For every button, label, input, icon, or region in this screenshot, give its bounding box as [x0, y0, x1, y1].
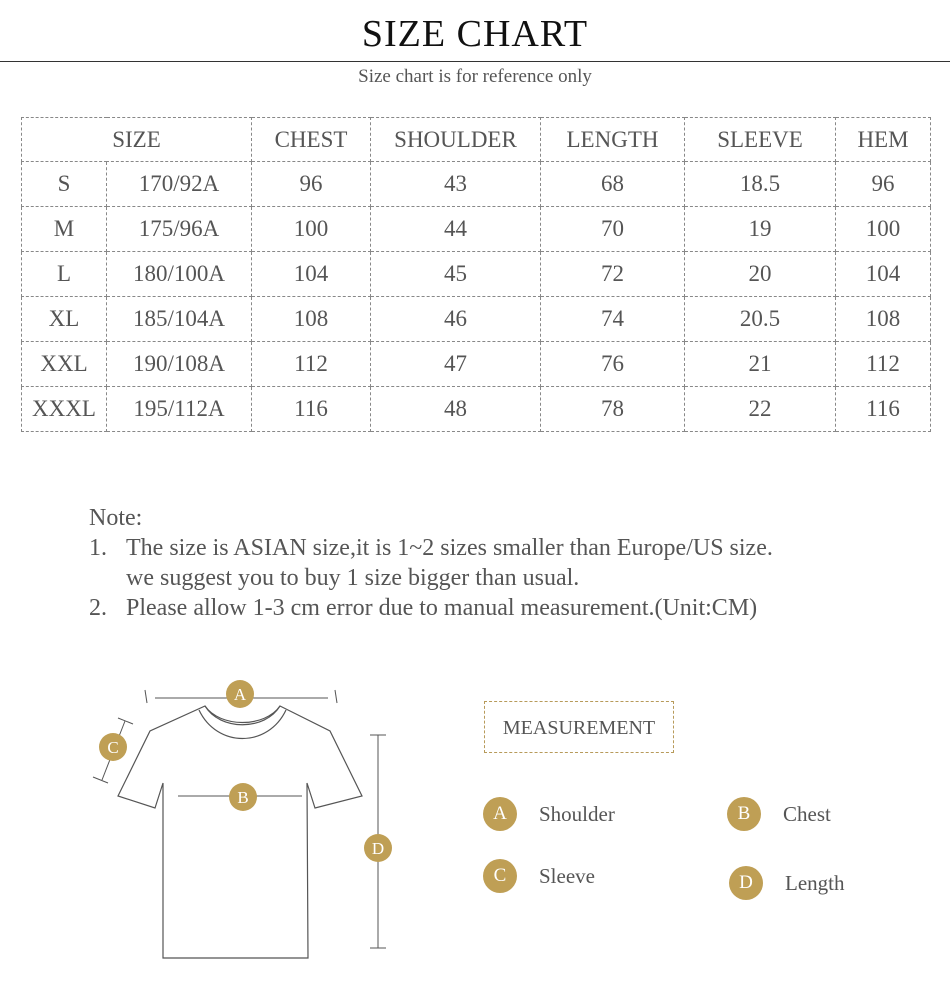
hem-cell: 96: [836, 162, 931, 207]
badge-d: D: [729, 866, 763, 900]
shoulder-cell: 43: [371, 162, 541, 207]
page-subtitle: Size chart is for reference only: [358, 66, 592, 87]
table-row: [22, 387, 931, 432]
column-header: SHOULDER: [371, 118, 541, 162]
note-item: [89, 533, 773, 593]
chest-cell: 104: [252, 252, 371, 297]
marker-c: [99, 733, 127, 761]
length-cell: 78: [541, 387, 685, 432]
note-text: we suggest you to buy 1 size bigger than usual.: [126, 565, 580, 591]
table-header-row: [22, 118, 931, 162]
marker-a: [226, 680, 254, 708]
svg-text:C: C: [107, 738, 119, 757]
hem-cell: 112: [836, 342, 931, 387]
length-cell: 68: [541, 162, 685, 207]
size-code-cell: 170/92A: [107, 162, 252, 207]
shoulder-cell: 45: [371, 252, 541, 297]
note-section: [89, 503, 773, 623]
column-header: CHEST: [252, 118, 371, 162]
shoulder-cell: 47: [371, 342, 541, 387]
table-row: [22, 297, 931, 342]
column-header: SLEEVE: [685, 118, 836, 162]
length-cell: 70: [541, 207, 685, 252]
shoulder-cell: 46: [371, 297, 541, 342]
svg-text:B: B: [237, 788, 249, 807]
column-header: SIZE: [22, 118, 252, 162]
hem-cell: 104: [836, 252, 931, 297]
sleeve-cell: 22: [685, 387, 836, 432]
hem-cell: 100: [836, 207, 931, 252]
column-header: LENGTH: [541, 118, 685, 162]
legend-item-chest: [727, 797, 831, 831]
size-cell: L: [22, 252, 107, 297]
legend-item-shoulder: [483, 797, 615, 831]
tshirt-diagram: [85, 676, 405, 966]
chest-cell: 96: [252, 162, 371, 207]
size-cell: M: [22, 207, 107, 252]
length-cell: 76: [541, 342, 685, 387]
chest-cell: 108: [252, 297, 371, 342]
chest-cell: 112: [252, 342, 371, 387]
svg-text:A: A: [233, 685, 247, 704]
column-header: HEM: [836, 118, 931, 162]
size-cell: XL: [22, 297, 107, 342]
tshirt-outline: [118, 706, 362, 958]
page-title: SIZE CHART: [361, 13, 589, 55]
table-row: [22, 252, 931, 297]
badge-b: B: [727, 797, 761, 831]
svg-text:D: D: [371, 839, 385, 858]
title-divider: [0, 61, 950, 62]
marker-b: [229, 783, 257, 811]
legend-label: Sleeve: [539, 863, 595, 888]
note-item: [89, 593, 773, 623]
measurement-title: MEASUREMENT: [484, 701, 674, 753]
size-code-cell: 185/104A: [107, 297, 252, 342]
badge-c: C: [483, 859, 517, 893]
badge-a: A: [483, 797, 517, 831]
sleeve-cell: 21: [685, 342, 836, 387]
size-cell: XXXL: [22, 387, 107, 432]
table-row: [22, 162, 931, 207]
sleeve-cell: 18.5: [685, 162, 836, 207]
size-code-cell: 175/96A: [107, 207, 252, 252]
marker-d: [364, 834, 392, 862]
size-cell: XXL: [22, 342, 107, 387]
size-code-cell: 190/108A: [107, 342, 252, 387]
table-row: [22, 207, 931, 252]
hem-cell: 116: [836, 387, 931, 432]
legend-item-length: [729, 866, 844, 900]
sleeve-cell: 19: [685, 207, 836, 252]
table-row: [22, 342, 931, 387]
shoulder-cell: 44: [371, 207, 541, 252]
legend-item-sleeve: [483, 859, 595, 893]
size-table: [21, 117, 931, 432]
hem-cell: 108: [836, 297, 931, 342]
note-number: 2.: [89, 595, 107, 621]
length-cell: 72: [541, 252, 685, 297]
legend-label: Chest: [783, 801, 831, 826]
length-cell: 74: [541, 297, 685, 342]
note-text: The size is ASIAN size,it is 1~2 sizes smaller than Europe/US size.: [126, 535, 773, 561]
legend-label: Length: [785, 870, 845, 895]
size-code-cell: 180/100A: [107, 252, 252, 297]
sleeve-cell: 20: [685, 252, 836, 297]
note-heading: Note:: [89, 505, 143, 531]
sleeve-cell: 20.5: [685, 297, 836, 342]
shoulder-cell: 48: [371, 387, 541, 432]
note-number: 1.: [89, 535, 107, 561]
chest-cell: 116: [252, 387, 371, 432]
legend-label: Shoulder: [539, 801, 615, 826]
size-code-cell: 195/112A: [107, 387, 252, 432]
note-text: Please allow 1-3 cm error due to manual measurement.(Unit:CM): [126, 595, 758, 621]
chest-cell: 100: [252, 207, 371, 252]
size-cell: S: [22, 162, 107, 207]
